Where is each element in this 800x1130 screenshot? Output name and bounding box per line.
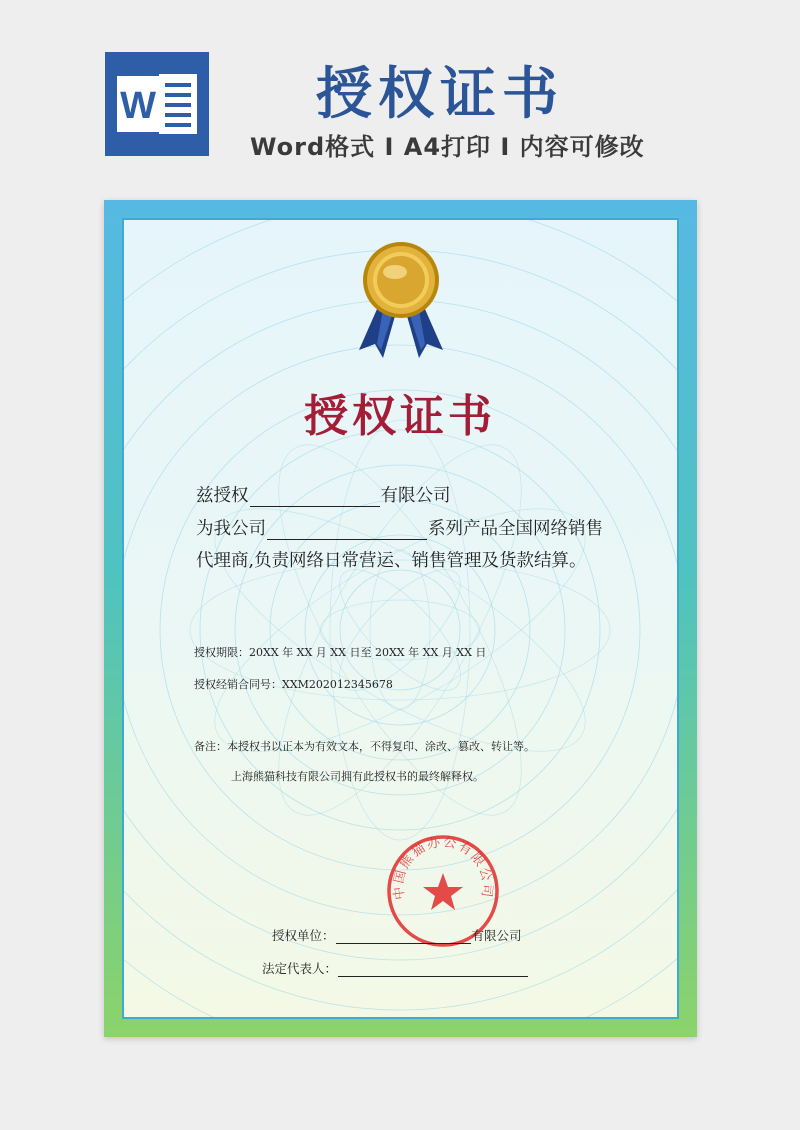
signature-rep-row xyxy=(262,959,529,977)
contract-number: 授权经销合同号：XXM202012345678 xyxy=(194,678,393,691)
unit-suffix: 有限公司 xyxy=(471,928,522,943)
interpretation-text: 上海熊猫科技有限公司拥有此授权书的最终解释权。 xyxy=(231,770,484,783)
rep-blank[interactable] xyxy=(338,975,528,977)
certificate-title: 授权证书 xyxy=(304,391,496,442)
grant-line-2-prefix: 为我公司 xyxy=(196,519,266,539)
grant-line-3: 代理商,负责网络日常营运、销售管理及货款结算。 xyxy=(196,551,587,571)
word-icon xyxy=(105,52,209,156)
grant-line-1 xyxy=(196,482,451,507)
medal-icon xyxy=(351,240,451,365)
seal-text: 中国熊猫办公有限公司 xyxy=(391,834,495,901)
signature-unit-row xyxy=(272,926,522,944)
header-subtitle: Word格式 I A4打印 I 内容可修改 xyxy=(250,133,645,161)
word-logo-letter: W xyxy=(120,85,156,127)
company-name-blank[interactable] xyxy=(250,505,380,507)
rep-label: 法定代表人： xyxy=(262,961,338,976)
grant-line-1-suffix: 有限公司 xyxy=(380,486,451,506)
grant-line-2 xyxy=(196,515,603,540)
grant-line-1-prefix: 兹授权 xyxy=(196,486,249,506)
product-blank[interactable] xyxy=(267,538,427,540)
unit-label: 授权单位： xyxy=(272,928,335,943)
header-title: 授权证书 xyxy=(316,62,564,127)
grant-line-2-suffix: 系列产品全国网络销售 xyxy=(428,519,603,539)
authorization-period: 授权期限：20XX 年 XX 月 XX 日至 20XX 年 XX 月 XX 日 xyxy=(194,646,487,659)
unit-blank[interactable] xyxy=(336,942,471,944)
note-text: 备注：本授权书以正本为有效文本，不得复印、涂改、篡改、转让等。 xyxy=(194,740,535,753)
